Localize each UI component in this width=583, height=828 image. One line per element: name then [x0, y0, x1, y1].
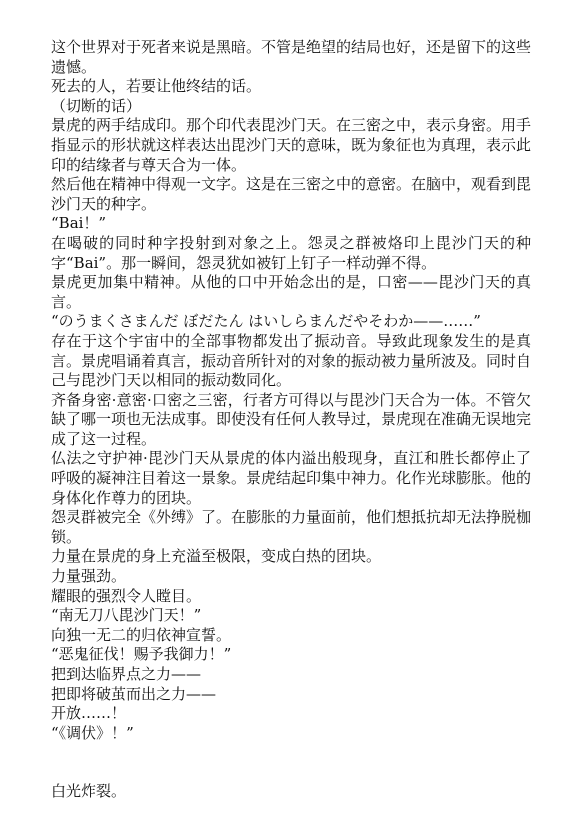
paragraph-11: 齐备身密·意密·口密之三密，行者方可得以与毘沙门天合为一体。不管欠缺了哪一项也无法成事。即使没有任何人教导过，景虎现在准确无误地完成了这一过程。: [51, 390, 532, 448]
paragraph-1: 这个世界对于死者来说是黑暗。不管是绝望的结局也好，还是留下的这些遗憾。: [51, 38, 532, 76]
paragraph-10: 存在于这个宇宙中的全部事物都发出了振动音。导致此现象发生的是真言。景虎唱诵着真言，振动音所针对的对象的振动被力量所波及。同时自己与毘沙门天以相同的振动数同化。: [51, 331, 532, 390]
paragraph-4: 景虎的两手结成印。那个印代表毘沙门天。在三密之中，表示身密。用手指显示的形状就这样表达出毘沙门天的意味，既为象征也为真理，表示此印的结缘者与尊天合为一体。: [51, 116, 532, 174]
paragraph-24: 白光炸裂。: [51, 782, 127, 801]
paragraph-6: “Bai！”: [51, 214, 107, 233]
document-page: [51, 38, 531, 802]
paragraph-7: 在喝破的同时种字投射到对象之上。怨灵之群被烙印上毘沙门天的种字“Bai”。那一瞬间，怨灵犹如被钉上钉子一样动弹不得。: [51, 233, 531, 272]
paragraph-8: 景虎更加集中精神。从他的口中开始念出的是，口密——毘沙门天的真言。: [51, 273, 531, 311]
paragraph-2: 死去的人，若要让他终结的话。: [51, 77, 262, 96]
paragraph-18: 向独一无二的归依神宣誓。: [51, 625, 232, 644]
paragraph-15: 力量强劲。: [51, 567, 127, 586]
paragraph-3: （切断的话）: [51, 96, 142, 115]
paragraph-5: 然后他在精神中得观一文字。这是在三密之中的意密。在脑中，观看到毘沙门天的种字。: [51, 175, 532, 213]
paragraph-19: “恶鬼征伐！赐予我御力！”: [51, 645, 232, 664]
paragraph-13: 怨灵群被完全《外缚》了。在膨胀的力量面前，他们想抵抗却无法挣脱枷锁。: [51, 508, 532, 546]
paragraph-14: 力量在景虎的身上充溢至极限，变成白热的团块。: [51, 547, 382, 566]
paragraph-9: “のうまくさまんだ ぼだたん はいしらまんだやそわか——……”: [51, 312, 481, 331]
paragraph-17: “南无刀八毘沙门天！”: [51, 606, 202, 625]
paragraph-23: “《调伏》！”: [51, 723, 134, 742]
paragraph-12: 仏法之守护神·毘沙门天从景虎的体内溢出般现身，直江和胜长都停止了呼吸的凝神注目着这一景象。景虎结起印集中神力。化作光球膨胀。他的身体化作尊力的团块。: [51, 449, 532, 507]
paragraph-16: 耀眼的强烈令人瞠目。: [51, 586, 202, 605]
paragraph-22: 开放……！: [51, 704, 127, 723]
paragraph-21: 把即将破茧而出之力——: [51, 684, 217, 703]
paragraph-20: 把到达临界点之力——: [51, 665, 202, 683]
blank-line: [51, 743, 531, 782]
